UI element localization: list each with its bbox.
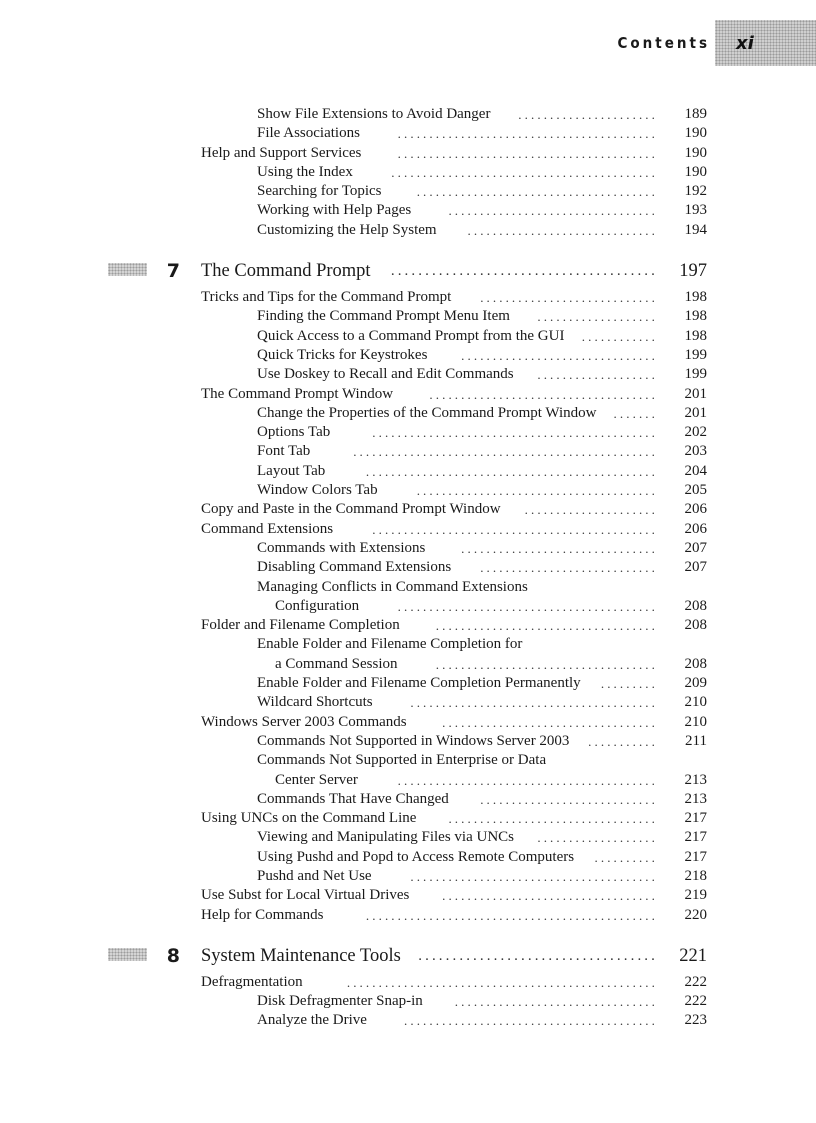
toc-entry-page: 222 <box>684 993 707 1010</box>
toc-entry-page: 208 <box>684 597 707 614</box>
toc-entry-title: The Command Prompt Window <box>201 385 394 402</box>
toc-entry <box>0 558 816 577</box>
table-of-contents <box>0 105 816 1031</box>
toc-entry-page: 206 <box>684 520 707 537</box>
toc-entry-page: 204 <box>684 462 707 479</box>
toc-entry <box>0 404 816 423</box>
chapter-number: 8 <box>166 944 180 967</box>
toc-entry-page: 198 <box>684 327 707 344</box>
toc-entry-title: a Command Session <box>275 655 398 672</box>
toc-entry-page: 202 <box>684 424 707 441</box>
dot-leader: .......................................... <box>391 164 658 180</box>
toc-entry <box>0 886 816 905</box>
toc-entry-title: Commands with Extensions <box>257 539 426 556</box>
dot-leader: ................................... <box>418 947 658 964</box>
toc-entry <box>0 597 816 616</box>
toc-entry-page: 207 <box>684 539 707 556</box>
toc-entry-title: Help for Commands <box>201 906 324 923</box>
toc-entry-title: Commands Not Supported in Enterprise or Data <box>257 752 547 769</box>
toc-entry-page: 198 <box>684 308 707 325</box>
toc-entry-title: Quick Tricks for Keystrokes <box>257 346 428 363</box>
toc-entry-title: Using the Index <box>257 163 353 180</box>
toc-entry-title: Viewing and Manipulating Files via UNCs <box>257 829 514 846</box>
toc-entry-title: Working with Help Pages <box>257 202 412 219</box>
toc-entry-page: 198 <box>684 289 707 306</box>
toc-entry-page: 222 <box>684 973 707 990</box>
toc-entry-page: 201 <box>684 404 707 421</box>
chapter-marker-shading <box>108 948 147 961</box>
toc-entry-title: Enable Folder and Filename Completion for <box>257 636 523 653</box>
dot-leader: .................................. <box>442 714 658 730</box>
dot-leader: ................................ <box>454 994 658 1010</box>
toc-entry <box>0 1011 816 1030</box>
dot-leader: ................................................ <box>353 444 658 460</box>
toc-entry-title: Using UNCs on the Command Line <box>201 810 417 827</box>
toc-entry-title: Show File Extensions to Avoid Danger <box>257 106 491 122</box>
toc-entry <box>0 578 816 597</box>
toc-entry <box>0 992 816 1011</box>
toc-entry <box>0 616 816 635</box>
dot-leader: ................................. <box>448 811 658 827</box>
toc-entry <box>0 288 816 307</box>
dot-leader: ....................................... <box>410 695 658 711</box>
toc-entry-page: 201 <box>684 385 707 402</box>
dot-leader: ..................... <box>524 502 658 518</box>
toc-entry-page: 199 <box>684 366 707 383</box>
toc-entry-page: 208 <box>684 617 707 634</box>
dot-leader: ......................................... <box>397 772 658 788</box>
toc-entry <box>0 520 816 539</box>
toc-entry <box>0 500 816 519</box>
toc-entry <box>0 790 816 809</box>
toc-entry-title: Commands That Have Changed <box>257 790 449 807</box>
toc-entry-title: Customizing the Help System <box>257 221 437 238</box>
toc-entry <box>0 163 816 182</box>
toc-entry-title: Options Tab <box>257 424 331 441</box>
toc-entry-page: 223 <box>684 1012 707 1029</box>
toc-entry-title: Pushd and Net Use <box>257 867 372 884</box>
dot-leader: .......... <box>594 849 658 865</box>
dot-leader: ............................... <box>461 540 658 556</box>
dot-leader: .............................................. <box>365 463 658 479</box>
dot-leader: ......... <box>600 676 658 692</box>
toc-entry <box>0 442 816 461</box>
dot-leader: ............................................. <box>372 521 658 537</box>
toc-entry-page: 205 <box>684 482 707 499</box>
dot-leader: ............................ <box>480 791 658 807</box>
toc-entry-page: 194 <box>684 221 707 238</box>
toc-entry-title: System Maintenance Tools <box>201 945 401 966</box>
toc-entry <box>0 346 816 365</box>
toc-entry <box>0 635 816 654</box>
toc-entry-title: Font Tab <box>257 443 311 460</box>
toc-entry <box>0 732 816 751</box>
toc-entry-title: File Associations <box>257 125 360 142</box>
toc-entry <box>0 481 816 500</box>
toc-entry-page: 192 <box>684 183 707 200</box>
toc-entry-title: Analyze the Drive <box>257 1012 367 1029</box>
toc-entry-page: 220 <box>684 906 707 923</box>
dot-leader: ............................................. <box>372 425 658 441</box>
dot-leader: ............................ <box>480 290 658 306</box>
dot-leader: ......................................... <box>397 145 658 161</box>
toc-entry-title: Disk Defragmenter Snap-in <box>257 993 423 1010</box>
dot-leader: ...................................... <box>416 483 658 499</box>
dot-leader: ....................................... <box>410 868 658 884</box>
toc-entry <box>0 144 816 163</box>
toc-entry <box>0 423 816 442</box>
toc-entry-title: Use Subst for Local Virtual Drives <box>201 887 410 904</box>
dot-leader: ................................. <box>448 203 658 219</box>
toc-entry-title: Command Extensions <box>201 520 334 537</box>
dot-leader: ................... <box>537 367 658 383</box>
toc-entry-title: Window Colors Tab <box>257 482 378 499</box>
toc-entry-page: 197 <box>679 261 707 282</box>
toc-entry-title: Commands Not Supported in Windows Server 2003 <box>257 732 570 749</box>
dot-leader: ................................................. <box>346 974 658 990</box>
toc-entry <box>0 674 816 693</box>
toc-entry <box>0 655 816 674</box>
toc-entry-page: 208 <box>684 655 707 672</box>
toc-entry <box>0 105 816 124</box>
dot-leader: ......................................... <box>397 126 658 142</box>
dot-leader: .................................... <box>429 386 658 402</box>
toc-entry-page: 221 <box>679 945 707 966</box>
toc-entry-page: 213 <box>684 790 707 807</box>
toc-entry-title: Layout Tab <box>257 462 326 479</box>
toc-entry <box>0 221 816 240</box>
toc-entry-title: Change the Properties of the Command Prompt Window <box>257 404 597 421</box>
dot-leader: ...................................... <box>416 184 658 200</box>
toc-entry <box>0 809 816 828</box>
dot-leader: ................................... <box>435 656 658 672</box>
dot-leader: .............................. <box>467 222 658 238</box>
toc-entry <box>0 539 816 558</box>
toc-chapter-entry <box>0 939 816 973</box>
toc-entry <box>0 848 816 867</box>
toc-entry-title: Enable Folder and Filename Completion Permanently <box>257 675 581 692</box>
toc-entry-page: 210 <box>684 694 707 711</box>
toc-entry <box>0 867 816 886</box>
chapter-marker-shading <box>108 263 147 276</box>
dot-leader: ............ <box>581 328 658 344</box>
toc-entry-page: 218 <box>684 867 707 884</box>
toc-entry-page: 211 <box>685 732 707 749</box>
toc-entry <box>0 906 816 925</box>
toc-entry <box>0 365 816 384</box>
toc-entry-title: Tricks and Tips for the Command Prompt <box>201 289 452 306</box>
toc-entry <box>0 713 816 732</box>
dot-leader: ......................................... <box>397 598 658 614</box>
toc-entry <box>0 693 816 712</box>
toc-entry-title: Folder and Filename Completion <box>201 617 400 634</box>
toc-entry <box>0 973 816 992</box>
toc-entry-title: Use Doskey to Recall and Edit Commands <box>257 366 514 383</box>
toc-entry-page: 193 <box>684 202 707 219</box>
dot-leader: ........................................ <box>404 1013 658 1029</box>
toc-entry-title: Wildcard Shortcuts <box>257 694 373 711</box>
dot-leader: ............................... <box>461 347 658 363</box>
toc-entry-title: Help and Support Services <box>201 144 362 161</box>
toc-entry <box>0 182 816 201</box>
toc-entry-page: 210 <box>684 713 707 730</box>
toc-entry <box>0 385 816 404</box>
dot-leader: .................................. <box>442 888 658 904</box>
toc-entry-title: Finding the Command Prompt Menu Item <box>257 308 510 325</box>
toc-chapter-entry <box>0 254 816 288</box>
toc-entry-title: Disabling Command Extensions <box>257 559 452 576</box>
toc-entry-page: 217 <box>684 848 707 865</box>
toc-entry <box>0 201 816 220</box>
dot-leader: ........... <box>588 733 658 749</box>
toc-entry-page: 189 <box>684 106 707 122</box>
toc-entry <box>0 771 816 790</box>
header-page-number: xi <box>736 33 754 54</box>
toc-entry-title: Quick Access to a Command Prompt from the GUI <box>257 327 565 344</box>
toc-entry-page: 219 <box>684 887 707 904</box>
dot-leader: ............................ <box>480 560 658 576</box>
toc-entry-title: The Command Prompt <box>201 261 371 282</box>
dot-leader: .............................................. <box>365 907 658 923</box>
toc-entry <box>0 124 816 143</box>
toc-entry-page: 217 <box>684 829 707 846</box>
toc-entry-page: 199 <box>684 346 707 363</box>
toc-entry <box>0 828 816 847</box>
toc-entry-title: Windows Server 2003 Commands <box>201 713 407 730</box>
dot-leader: ................... <box>537 309 658 325</box>
toc-entry-title: Center Server <box>275 771 358 788</box>
toc-entry-title: Copy and Paste in the Command Prompt Window <box>201 501 501 518</box>
toc-entry-page: 190 <box>684 144 707 161</box>
dot-leader: ...................... <box>518 107 658 122</box>
dot-leader: ................... <box>537 830 658 846</box>
toc-entry-title: Defragmentation <box>201 973 303 990</box>
toc-entry-page: 206 <box>684 501 707 518</box>
toc-entry-title: Searching for Topics <box>257 183 382 200</box>
toc-entry-title: Using Pushd and Popd to Access Remote Computers <box>257 848 575 865</box>
toc-entry-page: 209 <box>684 675 707 692</box>
toc-entry-title: Managing Conflicts in Command Extensions <box>257 578 528 595</box>
toc-entry-page: 190 <box>684 125 707 142</box>
toc-entry-page: 217 <box>684 810 707 827</box>
toc-entry <box>0 751 816 770</box>
dot-leader: ....................................... <box>390 263 658 280</box>
dot-leader: ....... <box>613 405 658 421</box>
toc-entry-page: 207 <box>684 559 707 576</box>
toc-entry-page: 190 <box>684 163 707 180</box>
toc-entry-page: 203 <box>684 443 707 460</box>
chapter-number: 7 <box>166 260 180 283</box>
toc-entry <box>0 462 816 481</box>
toc-entry <box>0 307 816 326</box>
toc-entry-page: 213 <box>684 771 707 788</box>
header-section-title: Contents <box>617 34 710 52</box>
toc-entry <box>0 327 816 346</box>
toc-entry-title: Configuration <box>275 597 360 614</box>
header-tab-shading <box>715 20 816 66</box>
dot-leader: ................................... <box>435 618 658 634</box>
